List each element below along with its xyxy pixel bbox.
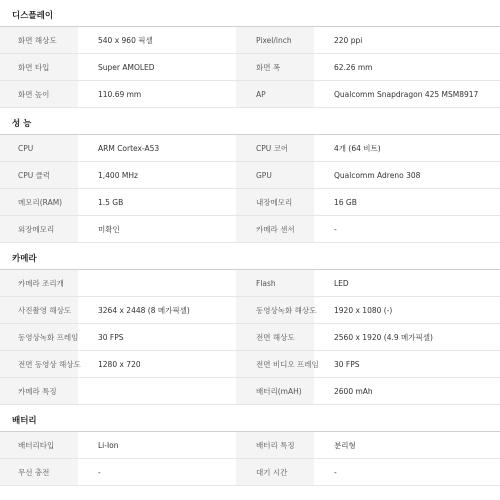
section-title: 배터리 (0, 405, 500, 431)
spec-value: 62.26 mm (334, 62, 373, 72)
section-title: 디스플레이 (0, 0, 500, 26)
spec-table (0, 431, 500, 486)
spec-value: LED (334, 278, 349, 288)
spec-label: 전면 비디오 프레임 (236, 351, 314, 377)
spec-value: 2560 x 1920 (4.9 메가픽셀) (334, 332, 433, 342)
spec-value: 1,400 MHz (98, 170, 138, 180)
spec-table (0, 134, 500, 243)
spec-value: 1920 x 1080 (-) (334, 305, 393, 315)
spec-table (0, 26, 500, 108)
spec-value: - (98, 467, 101, 477)
spec-value: 30 FPS (334, 359, 360, 369)
spec-value: 4개 (64 비트) (334, 143, 381, 153)
spec-value: 1.5 GB (98, 197, 124, 207)
spec-row (0, 189, 500, 216)
spec-label: 화면 해상도 (0, 27, 78, 53)
spec-label: CPU 코어 (236, 135, 314, 161)
spec-row (0, 297, 500, 324)
spec-label: 배터리 특징 (236, 432, 314, 458)
spec-label: 전면 동영상 해상도 (0, 351, 78, 377)
spec-value: Li-Ion (98, 440, 119, 450)
spec-label: GPU (236, 162, 314, 188)
spec-label: 대기 시간 (236, 459, 314, 485)
spec-label: 카메라 조리개 (0, 270, 78, 296)
spec-value: 분리형 (334, 440, 356, 450)
spec-label: 화면 폭 (236, 54, 314, 80)
spec-value: - (334, 224, 337, 234)
spec-label: 외장메모리 (0, 216, 78, 242)
spec-value: Super AMOLED (98, 62, 155, 72)
spec-row (0, 459, 500, 486)
spec-value: Qualcomm Adreno 308 (334, 170, 421, 180)
spec-label: 동영상녹화 프레임 (0, 324, 78, 350)
spec-label: 카메라 센서 (236, 216, 314, 242)
spec-row (0, 432, 500, 459)
spec-value: 540 x 960 픽셀 (98, 35, 153, 45)
spec-label: 전면 해상도 (236, 324, 314, 350)
spec-value: 220 ppi (334, 35, 363, 45)
spec-label: 배터리타입 (0, 432, 78, 458)
spec-row (0, 270, 500, 297)
spec-row (0, 216, 500, 243)
spec-label: 배터리(mAH) (236, 378, 314, 404)
spec-label: Flash (236, 270, 314, 296)
spec-row (0, 81, 500, 108)
section-title: 카메라 (0, 243, 500, 269)
spec-value: 3264 x 2448 (8 메가픽셀) (98, 305, 190, 315)
spec-value: ARM Cortex-A53 (98, 143, 160, 153)
spec-label: 화면 높이 (0, 81, 78, 107)
spec-value: 2600 mAh (334, 386, 373, 396)
spec-label: 카메라 특징 (0, 378, 78, 404)
spec-value (78, 378, 236, 404)
spec-row (0, 351, 500, 378)
spec-row (0, 324, 500, 351)
spec-label: 동영상녹화 해상도 (236, 297, 314, 323)
spec-table (0, 269, 500, 405)
spec-row (0, 378, 500, 405)
spec-label: 화면 타입 (0, 54, 78, 80)
spec-row (0, 54, 500, 81)
spec-label: 메모리(RAM) (0, 189, 78, 215)
spec-value: 16 GB (334, 197, 357, 207)
spec-value: 1280 x 720 (98, 359, 141, 369)
spec-row (0, 162, 500, 189)
spec-value: 30 FPS (98, 332, 124, 342)
spec-row (0, 135, 500, 162)
spec-value (78, 270, 236, 296)
spec-label: CPU 클럭 (0, 162, 78, 188)
spec-value: - (334, 467, 337, 477)
spec-label: Pixel/inch (236, 27, 314, 53)
section-title: 성 능 (0, 108, 500, 134)
spec-label: 사진촬영 해상도 (0, 297, 78, 323)
spec-row (0, 27, 500, 54)
spec-label: 무선 충전 (0, 459, 78, 485)
spec-value: Qualcomm Snapdragon 425 MSM8917 (334, 89, 479, 99)
spec-label: 내장메모리 (236, 189, 314, 215)
spec-value: 110.69 mm (98, 89, 142, 99)
spec-label: CPU (0, 135, 78, 161)
spec-label: AP (236, 81, 314, 107)
spec-value: 미확인 (98, 224, 120, 234)
